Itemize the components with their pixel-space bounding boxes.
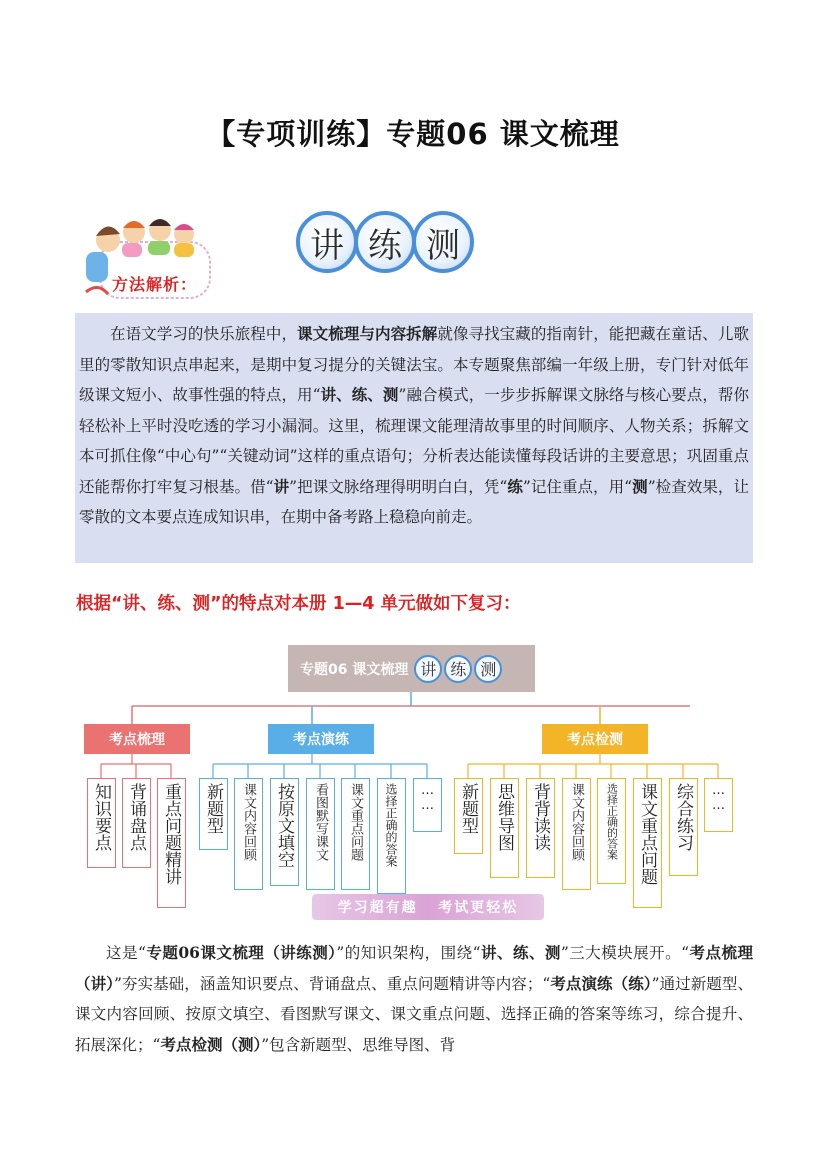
intro-bold: 测 [632, 476, 648, 496]
leaf-key-questions: 重点问题精讲 [157, 778, 186, 908]
leaf-picture-dictation: 看图默写课文 [306, 778, 335, 890]
knowledge-diagram [80, 640, 740, 925]
badge-lian: 练 [354, 211, 416, 273]
outro-bold: 专题06课文梳理（讲练测） [145, 943, 337, 962]
intro-bold: 练 [507, 476, 523, 496]
intro-paragraph-box [75, 313, 753, 563]
intro-text: ”检查效果，让零散的文本要点连成知识串，在期中备考路上稳稳向前走。 [79, 477, 749, 526]
intro-paragraph [75, 313, 753, 533]
leaf-more-lian: …… [413, 778, 442, 832]
badge-jiang: 讲 [296, 211, 358, 273]
leaf-recitation: 背诵盘点 [122, 778, 151, 868]
root-badge-jiang: 讲 [414, 655, 442, 683]
leaf-more-ce: …… [704, 778, 733, 832]
root-label: 专题06 课文梳理 [300, 661, 409, 678]
outro-paragraph [75, 938, 753, 1060]
leaf-recite-read: 背背读读 [526, 778, 555, 878]
outro-text: ”三大模块展开。“ [560, 944, 690, 962]
leaf-new-question-type: 新题型 [199, 778, 228, 850]
intro-bold: 课文梳理与内容拆解 [297, 324, 438, 343]
leaf-text-key-questions: 课文重点问题 [341, 778, 370, 890]
outro-bold: 考点检测（测） [160, 1034, 262, 1054]
intro-text: ”把课文脉络理得明明白白，凭“ [289, 477, 508, 496]
outro-text: ”通过新题型、课文内容回顾、按原文填空、看图默写课文、课文重点问题、选择正确的答案等练习，综合提升、拓展深化；“ [75, 974, 753, 1054]
leaf-knowledge-points: 知识要点 [87, 778, 116, 868]
leaf-fill-blanks: 按原文填空 [270, 778, 299, 886]
leaf-new-question-type-ce: 新题型 [454, 778, 483, 854]
outro-text: ”夯实基础，涵盖知识要点、背诵盘点、重点问题精讲等内容；“ [113, 974, 551, 993]
intro-bold: 讲、练、测 [320, 385, 399, 404]
leaf-comprehensive-practice: 综合练习 [669, 778, 698, 876]
intro-text: ”记住重点，用“ [522, 477, 633, 496]
outro-bold: 考点演练（练） [550, 973, 652, 993]
intro-text: 在语文学习的快乐旅程中， [110, 325, 298, 343]
leaf-mind-map: 思维导图 [490, 778, 519, 878]
intro-bold: 讲 [273, 476, 290, 496]
jiang-lian-ce-badge [296, 211, 470, 275]
outro-text: 这是“ [106, 944, 146, 962]
category-kaodian-shuli: 考点梳理 [84, 724, 190, 754]
root-badge-lian: 练 [444, 655, 472, 683]
badge-ce: 测 [412, 211, 474, 273]
root-badge-ce: 测 [474, 655, 502, 683]
leaf-text-key-questions-ce: 课文重点问题 [633, 778, 662, 908]
outro-text: ”包含新题型、思维导图、背 [261, 1035, 456, 1054]
outro-text: ”的知识架构，围绕“ [336, 944, 481, 962]
method-label: 方法解析： [112, 275, 198, 294]
leaf-choose-answer: 选择正确的答案 [377, 778, 406, 894]
leaf-text-review-ce: 课文内容回顾 [562, 778, 591, 890]
intro-text: ”融合模式，一步步拆解课文脉络与核心要点，帮你轻松补上平时没吃透的学习小漏洞。这里，梳理课文能理清故事里的时间顺序、人物关系；拆解文本可抓住像“中心句”“关键动词”这样的重点语句；分析表达能读懂每段话讲的主要意思；巩固重点还能帮你打牢复习根基。借“ [79, 386, 749, 496]
category-kaodian-yanlian: 考点演练 [268, 724, 374, 754]
diagram-banner: 学习超有趣 考试更轻松 [312, 894, 544, 920]
leaf-text-review: 课文内容回顾 [234, 778, 263, 890]
diagram-root-node [288, 645, 535, 692]
review-heading: 根据“讲、练、测”的特点对本册 1—4 单元做如下复习： [76, 594, 521, 614]
outro-paragraph-box [75, 938, 753, 1060]
page-title: 【专项训练】专题06 课文梳理 [206, 117, 620, 151]
outro-bold: 考点梳理（讲） [75, 943, 753, 993]
category-kaodian-jiance: 考点检测 [542, 724, 648, 754]
leaf-choose-answer-ce: 选择正确的答案 [597, 778, 626, 884]
outro-bold: 讲、练、测 [480, 943, 561, 962]
intro-text: 就像寻找宝藏的指南针，能把藏在童话、儿歌里的零散知识点串起来，是期中复习提分的关键法宝。本专题聚焦部编一年级上册，专门针对低年级课文短小、故事性强的特点，用“ [79, 325, 749, 404]
